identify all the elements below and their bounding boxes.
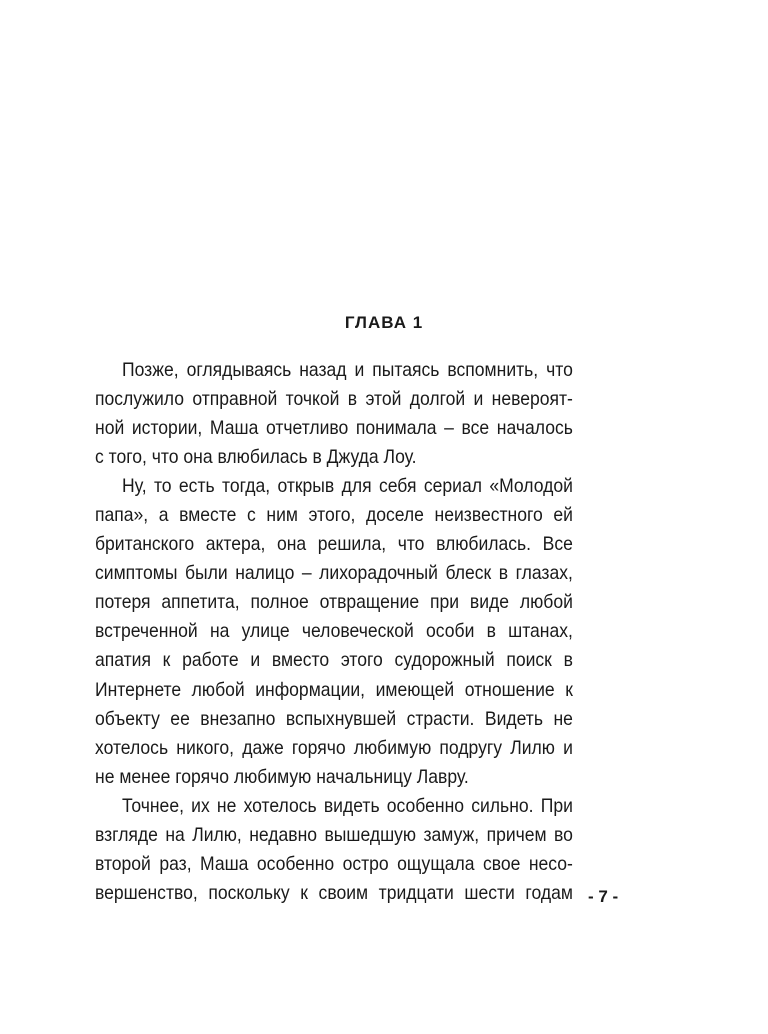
text-line: апатия к работе и вместо этого судорожный поиск в xyxy=(95,649,573,672)
page-number: - 7 - xyxy=(588,887,619,906)
text-line: объекту ее внезапно вспыхнувшей страсти. Видеть не xyxy=(95,707,573,730)
text-line: Интернете любой информации, имеющей отношение к xyxy=(95,678,573,701)
text-line: хотелось никого, даже горячо любимую подругу Лилю и xyxy=(95,736,573,759)
text-line: с того, что она влюбилась в Джуда Лоу. xyxy=(95,446,417,469)
chapter-title xyxy=(0,313,768,333)
text-line: симптомы были налицо – лихорадочный блеск в глазах, xyxy=(95,562,573,585)
text-line: ной истории, Маша отчетливо понимала – все началось xyxy=(95,417,573,440)
text-line: послужило отправной точкой в этой долгой и невероят- xyxy=(95,388,573,411)
text-line: Ну, то есть тогда, открыв для себя сериал «Молодой xyxy=(122,475,573,498)
text-line: второй раз, Маша особенно остро ощущала свое несо- xyxy=(95,852,573,875)
chapter-title-text: ГЛАВА 1 xyxy=(344,313,424,332)
body-text xyxy=(95,356,626,908)
text-line: потеря аппетита, полное отвращение при виде любой xyxy=(95,591,573,614)
text-line: британского актера, она решила, что влюбилась. Все xyxy=(95,533,573,556)
text-line: Точнее, их не хотелось видеть особенно сильно. При xyxy=(122,794,573,817)
text-line: Позже, оглядываясь назад и пытаясь вспомнить, что xyxy=(122,359,573,381)
text-line: не менее горячо любимую начальницу Лавру. xyxy=(95,765,469,788)
text-line: папа», а вместе с ним этого, доселе неизвестного ей xyxy=(95,504,573,527)
text-line: взгляде на Лилю, недавно вышедшую замуж, причем во xyxy=(95,823,573,846)
text-line: вершенство, поскольку к своим тридцати шести годам xyxy=(95,881,573,904)
text-line: встреченной на улице человеческой особи в штанах, xyxy=(95,620,573,643)
